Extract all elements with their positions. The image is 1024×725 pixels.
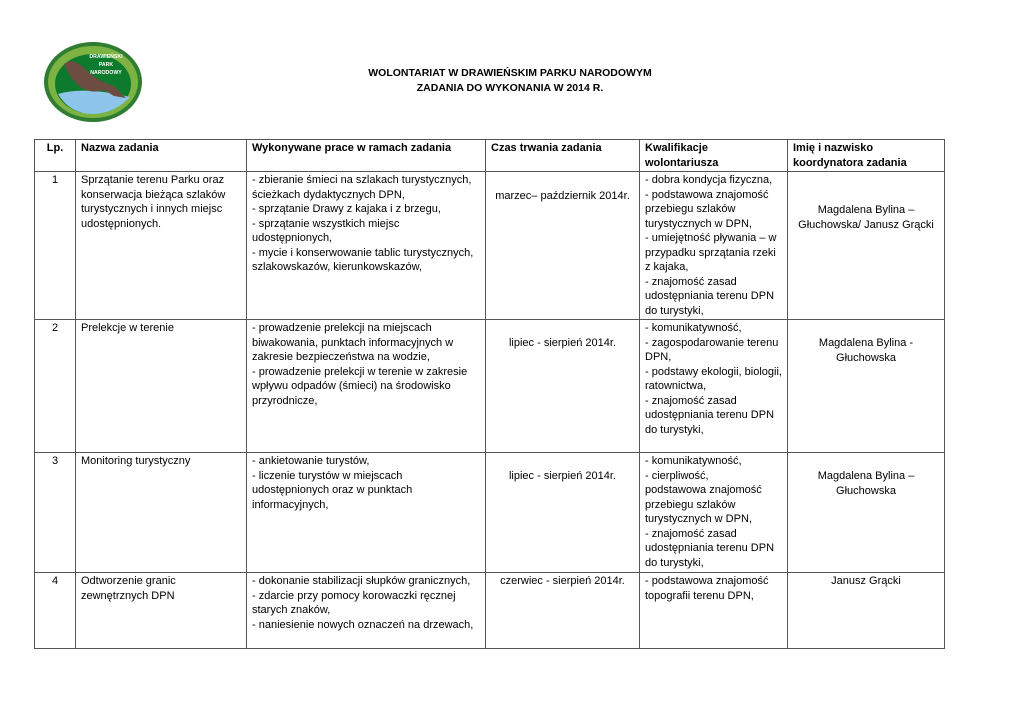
qualification-item: - komunikatywność, (645, 322, 742, 334)
table-row (35, 453, 945, 573)
row-duration: lipiec - sierpień 2014r. (486, 453, 640, 573)
row-task-name: Monitoring turystyczny (76, 453, 247, 573)
document-title (300, 66, 720, 96)
work-item: - prowadzenie prelekcji na miejscach biwakowania, punktach informacyjnych w zakresie bezpieczeństwa na wodzie, (252, 322, 454, 363)
row-lp: 2 (35, 320, 76, 453)
col-header-lp: Lp. (35, 140, 76, 172)
table-row (35, 573, 945, 649)
logo-text-3: NARODOWY (90, 70, 122, 76)
row-qualifications (640, 573, 788, 649)
qualification-item: podstawowa znajomość przebiegu szlaków turystycznych w DPN, (645, 484, 762, 525)
row-duration: czerwiec - sierpień 2014r. (486, 573, 640, 649)
row-coordinator: Janusz Grącki (788, 573, 945, 649)
table-header-row (35, 140, 945, 172)
col-header-name: Nazwa zadania (76, 140, 247, 172)
work-item: - liczenie turystów w miejscach udostępnionych oraz w punktach informacyjnych, (252, 469, 413, 511)
row-work (247, 573, 486, 649)
work-item: - sprzątanie wszystkich miejsc udostępnionych, (252, 217, 400, 244)
row-duration: marzec– październik 2014r. (486, 172, 640, 320)
row-task-name: Prelekcje w terenie (76, 320, 247, 453)
work-item: - mycie i konserwowanie tablic turystycznych, szlakowskazów, kierunkowskazów, (252, 246, 474, 273)
qualification-item: - umiejętność pływania – w przypadku sprzątania rzeki z kajaka, (645, 232, 777, 273)
title-line-1: WOLONTARIAT W DRAWIEŃSKIM PARKU NARODOWYM (368, 67, 652, 79)
col-header-coordinator: Imię i nazwisko koordynatora zadania (788, 140, 945, 172)
tasks-table (34, 139, 945, 649)
row-coordinator: Magdalena Bylina - Głuchowska (788, 320, 945, 453)
row-lp: 1 (35, 172, 76, 320)
work-item: - dokonanie stabilizacji słupków granicznych, (252, 575, 471, 587)
col-header-qualifications: Kwalifikacje wolontariusza (640, 140, 788, 172)
work-item: - sprzątanie Drawy z kajaka i z brzegu, (252, 203, 441, 215)
table-row (35, 172, 945, 320)
qualification-item: - znajomość zasad udostępniania terenu DPN do turystyki, (645, 275, 775, 317)
qualification-item: - znajomość zasad udostępniania terenu DPN do turystyki, (645, 527, 775, 569)
table-row (35, 320, 945, 453)
work-item: - zbieranie śmieci na szlakach turystycznych, ścieżkach dydaktycznych DPN, (252, 174, 472, 201)
row-qualifications (640, 320, 788, 453)
row-duration: lipiec - sierpień 2014r. (486, 320, 640, 453)
logo-text-1: DRAWIEŃSKI (89, 54, 123, 60)
qualification-item: - podstawowa znajomość przebiegu szlaków turystycznych w DPN, (645, 188, 769, 230)
row-task-name: Sprzątanie terenu Parku oraz konserwacja bieżąca szlaków turystycznych i innych miejsc udostępnionych. (76, 172, 247, 320)
row-work (247, 320, 486, 453)
row-qualifications (640, 172, 788, 320)
col-header-work: Wykonywane prace w ramach zadania (247, 140, 486, 172)
row-lp: 4 (35, 573, 76, 649)
row-task-name: Odtworzenie granic zewnętrznych DPN (76, 573, 247, 649)
qualification-item: - podstawowa znajomość topografii terenu DPN, (645, 575, 769, 602)
title-line-2: ZADANIA DO WYKONANIA W 2014 R. (416, 82, 604, 94)
work-item: - zdarcie przy pomocy korowaczki ręcznej starych znaków, (252, 589, 456, 616)
row-coordinator: Magdalena Bylina – Głuchowska (788, 453, 945, 573)
work-item: - ankietowanie turystów, (252, 455, 370, 467)
work-item: - naniesienie nowych oznaczeń na drzewach, (252, 618, 474, 631)
col-header-duration: Czas trwania zadania (486, 140, 640, 172)
row-qualifications (640, 453, 788, 573)
qualification-item: - zagospodarowanie terenu DPN, (645, 336, 779, 363)
qualification-item: - znajomość zasad udostępniania terenu DPN do turystyki, (645, 394, 775, 436)
row-work (247, 453, 486, 573)
work-item: - prowadzenie prelekcji w terenie w zakresie wpływu odpadów (śmieci) na środowisko przyrodnicze, (252, 365, 468, 407)
qualification-item: - dobra kondycja fizyczna, (645, 174, 773, 186)
qualification-item: - cierpliwość, (645, 469, 709, 482)
qualification-item: - komunikatywność, (645, 455, 742, 467)
park-logo (44, 42, 142, 122)
logo-text-2: PARK (98, 62, 114, 68)
row-coordinator: Magdalena Bylina – Głuchowska/ Janusz Grącki (788, 172, 945, 320)
row-lp: 3 (35, 453, 76, 573)
row-work (247, 172, 486, 320)
qualification-item: - podstawy ekologii, biologii, ratownictwa, (645, 365, 782, 392)
